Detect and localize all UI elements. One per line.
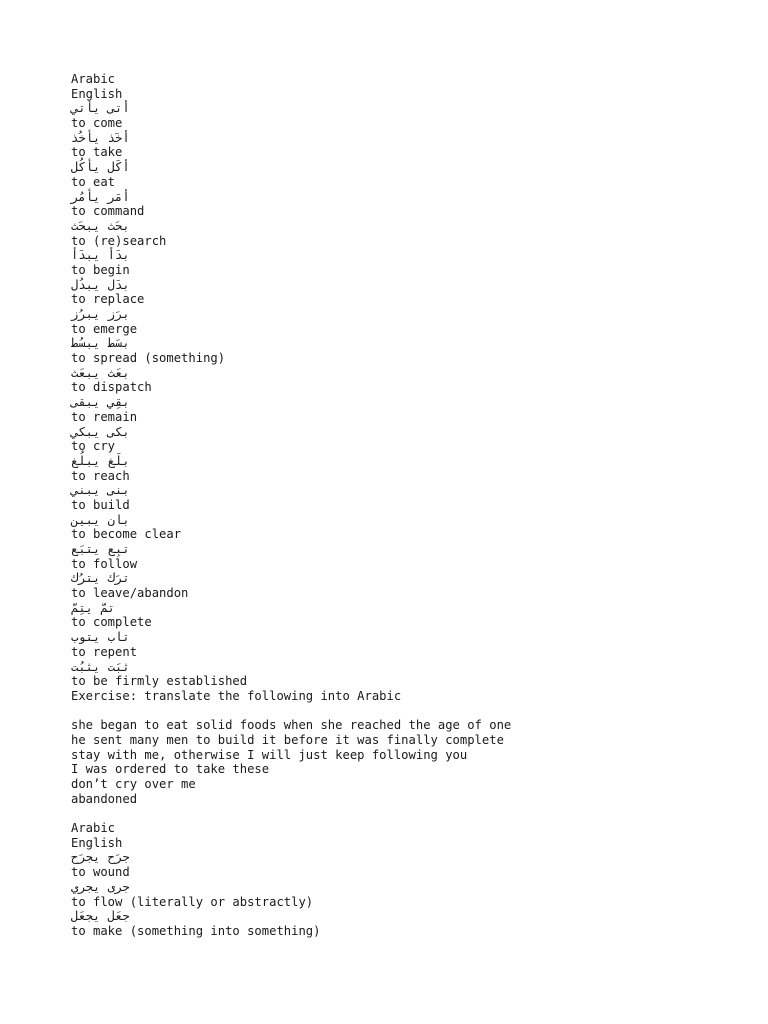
arabic-verb: جرَح يجرَح: [71, 850, 130, 865]
english-gloss: to leave/abandon: [71, 586, 189, 601]
exercise-sentence: abandoned: [71, 791, 138, 806]
english-gloss: to spread (something): [71, 351, 226, 366]
arabic-verb: بحَث يبحَث: [71, 218, 130, 233]
english-gloss: to be firmly established: [71, 674, 248, 689]
english-gloss: to emerge: [71, 321, 138, 336]
document-page: [71, 72, 731, 939]
arabic-verb: تمّ يتِمّ: [71, 600, 116, 615]
arabic-verb: بان يبين: [71, 512, 130, 527]
column-header-arabic: Arabic: [71, 821, 116, 836]
arabic-verb: أخَذ يأخُذ: [71, 130, 130, 145]
english-gloss: to become clear: [71, 527, 182, 542]
arabic-verb: برَز يبرُز: [71, 307, 130, 321]
arabic-verb: تبِع يتبَع: [71, 542, 130, 556]
arabic-verb: ترَك يترُك: [71, 571, 130, 586]
english-gloss: to dispatch: [71, 380, 152, 395]
arabic-verb: بقِي يبقى: [71, 395, 130, 410]
english-gloss: to reach: [71, 468, 130, 483]
arabic-verb: بدَأ يبدَأ: [71, 248, 130, 263]
english-gloss: to make (something into something): [71, 923, 321, 938]
english-gloss: to complete: [71, 615, 152, 630]
column-header-english: English: [71, 86, 123, 101]
vocab-table-2: [71, 821, 731, 939]
english-gloss: to eat: [71, 174, 116, 189]
column-header-arabic: Arabic: [71, 72, 116, 86]
exercise-sentence: stay with me, otherwise I will just keep following you: [71, 747, 468, 762]
english-gloss: to build: [71, 497, 130, 512]
column-header-english: English: [71, 835, 123, 850]
english-gloss: to come: [71, 116, 123, 131]
english-gloss: to replace: [71, 292, 145, 307]
english-gloss: to take: [71, 145, 123, 160]
arabic-verb: بعَث يبعَث: [71, 365, 130, 380]
arabic-verb: بسَط يبسُط: [71, 336, 130, 351]
english-gloss: to begin: [71, 262, 130, 277]
english-gloss: to wound: [71, 865, 130, 880]
blank-line: [71, 704, 731, 719]
english-gloss: to repent: [71, 644, 138, 659]
exercise-section: [71, 689, 731, 821]
arabic-verb: تاب يتوب: [71, 630, 130, 645]
english-gloss: to flow (literally or abstractly): [71, 894, 314, 909]
exercise-sentence: I was ordered to take these: [71, 762, 270, 777]
arabic-verb: أمَر يأمُر: [71, 189, 130, 204]
english-gloss: to remain: [71, 409, 138, 424]
arabic-verb: بنى يبني: [71, 483, 130, 498]
exercise-title: Exercise: translate the following into Arabic: [71, 688, 402, 703]
exercise-sentence: she began to eat solid foods when she reached the age of one: [71, 718, 512, 733]
arabic-verb: بلَغ يبلُغ: [71, 453, 130, 468]
arabic-verb: أتى يأتي: [71, 101, 130, 116]
arabic-verb: بكى يبكي: [71, 424, 130, 439]
exercise-sentence: don’t cry over me: [71, 777, 196, 791]
arabic-verb: بدَل يبدُل: [71, 277, 130, 292]
arabic-verb: جعَل يجعَل: [71, 909, 130, 924]
exercise-sentence: he sent many men to build it before it was finally complete: [71, 732, 504, 747]
english-gloss: to command: [71, 204, 145, 219]
arabic-verb: ثبَت يثبُت: [71, 659, 130, 674]
english-gloss: to (re)search: [71, 233, 167, 248]
blank-line: [71, 806, 731, 821]
arabic-verb: أكَل يأكُل: [71, 160, 130, 175]
vocab-table-1: [71, 72, 731, 689]
english-gloss: to follow: [71, 556, 138, 571]
english-gloss: to cry: [71, 439, 116, 454]
arabic-verb: جرى يجري: [71, 879, 130, 894]
